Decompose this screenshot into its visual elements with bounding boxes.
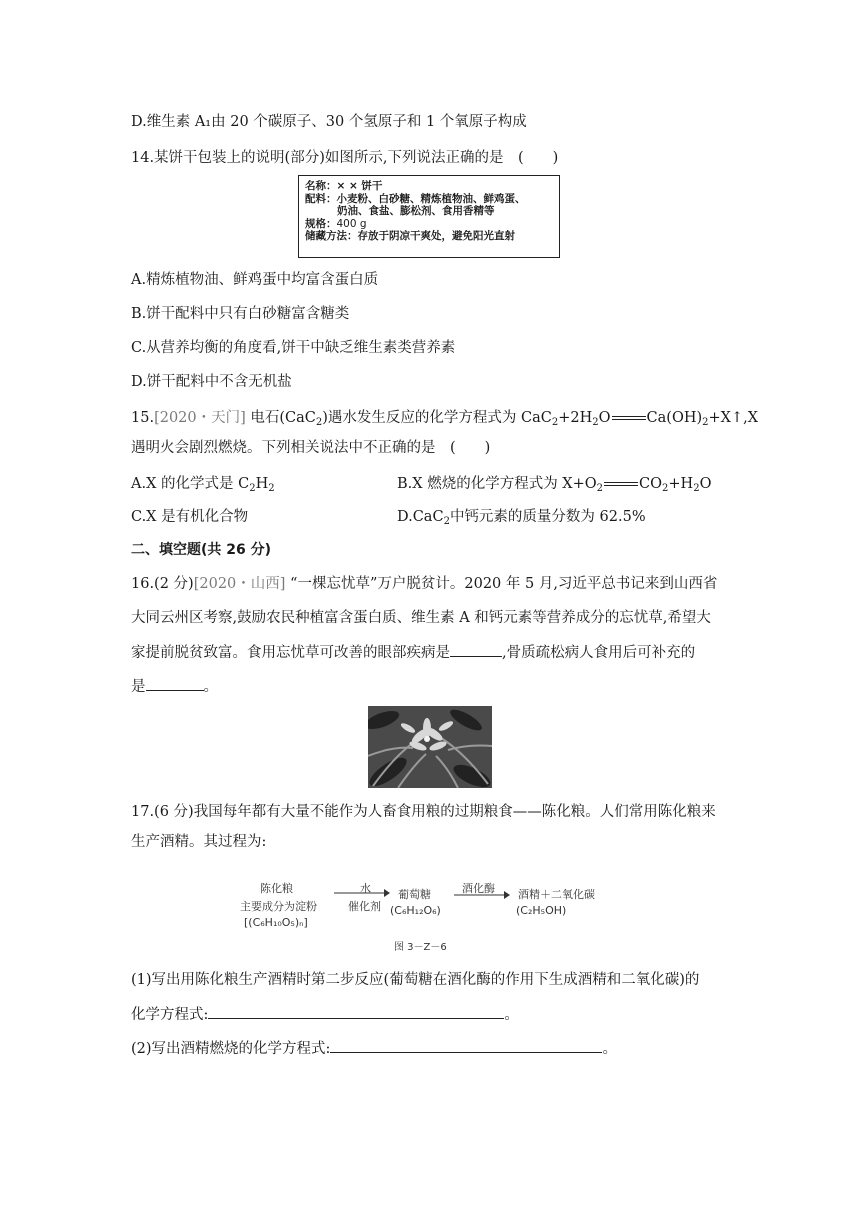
figure-caption: 图 3－Z－6 <box>394 942 447 953</box>
biscuit-label-box <box>298 175 560 258</box>
q16-line4-a: 是 <box>131 679 146 695</box>
label-name-key: 名称： <box>305 180 337 192</box>
sub-2: 2 <box>443 516 450 527</box>
label-spec-value: 400 g <box>336 217 367 230</box>
sub-2: 2 <box>268 483 275 494</box>
q17-sub1-end: 。 <box>504 1007 519 1023</box>
q15-stem-line1 <box>131 408 758 428</box>
blank-combustion-equation[interactable] <box>330 1038 602 1053</box>
q16-line3-a: 家提前脱贫致富。食用忘忧草可改善的眼部疾病是 <box>131 645 450 661</box>
q15-stem-e: Ca(OH) <box>646 410 703 426</box>
q15-option-b-mid: CO <box>639 476 663 492</box>
q17-line2: 生产酒精。其过程为: <box>131 834 267 850</box>
label-name-row <box>305 180 553 193</box>
q15-option-d-text: D.CaC <box>397 509 444 525</box>
label-ingredients-key: 配料： <box>305 192 337 205</box>
q16-line4-b: 。 <box>203 679 218 695</box>
q16-number: 16.(2 分) <box>131 576 194 592</box>
node-alcohol-formula: (C₂H₅OH) <box>516 904 567 917</box>
q17-sub2-label: (2)写出酒精燃烧的化学方程式: <box>131 1041 331 1057</box>
label-storage-row <box>305 230 553 243</box>
q17-sub1-line2 <box>131 1004 519 1025</box>
sub-2: 2 <box>592 417 599 428</box>
blank-glucose-equation[interactable] <box>208 1004 504 1019</box>
label-storage-key: 储藏方法： <box>305 230 358 242</box>
sub-2: 2 <box>662 483 669 494</box>
q15-stem-d: O <box>598 410 611 426</box>
q17-line1: 17.(6 分)我国每年都有大量不能作为人畜食用粮的过期粮食——陈化粮。人们常用陈化粮来 <box>131 804 716 820</box>
q15-option-b-text: B.X 燃烧的化学方程式为 X+O <box>397 476 597 492</box>
q15-option-d <box>397 507 646 527</box>
q15-option-a-tail: H <box>255 476 269 492</box>
q14-option-b: B.饼干配料中只有白砂糖富含糖类 <box>131 306 350 322</box>
node-stale-grain: 陈化粮 <box>260 882 293 895</box>
q16-line3-b: ,骨质疏松病人食用后可补充的 <box>502 645 696 661</box>
node-starch-formula: [(C₆H₁₀O₅)ₙ] <box>244 916 308 929</box>
sub-2: 2 <box>315 417 323 428</box>
sub-2: 2 <box>551 417 559 428</box>
q14-option-a: A.精炼植物油、鲜鸡蛋中均富含蛋白质 <box>131 272 379 288</box>
arrow1-icon <box>334 888 390 898</box>
q14-option-d: D.饼干配料中不含无机盐 <box>131 374 292 390</box>
sub-2: 2 <box>693 483 700 494</box>
label-spec-key: 规格： <box>305 217 337 230</box>
q15-option-c: C.X 是有机化合物 <box>131 509 249 525</box>
q16-line4 <box>131 676 218 697</box>
q16-line1 <box>131 574 717 594</box>
q15-stem-f: +X↑,X <box>708 410 759 426</box>
q15-option-a-text: A.X 的化学式是 C <box>131 476 250 492</box>
q16-source: [2020・山西] <box>193 576 286 592</box>
arrow2-top-label: 酒化酶 <box>462 882 495 895</box>
equals-sign <box>604 482 638 486</box>
equals-sign <box>612 416 646 420</box>
daylily-photo <box>368 706 492 788</box>
label-ingredients-row2 <box>305 205 553 218</box>
q17-sub1-label: 化学方程式: <box>131 1007 209 1023</box>
q17-sub2-end: 。 <box>602 1041 617 1057</box>
daylily-illustration <box>368 706 492 788</box>
label-name-value: × × 饼干 <box>336 180 383 192</box>
q17-sub2 <box>131 1038 617 1059</box>
label-ingredients-row <box>305 193 553 206</box>
arrow1-top-label: 水 <box>360 882 371 895</box>
blank-eye-disease[interactable] <box>450 642 502 657</box>
label-ingredients-line1: 小麦粉、白砂糖、精炼植物油、鲜鸡蛋、 <box>336 192 526 205</box>
blank-nutrient[interactable] <box>146 676 204 691</box>
q16-line2: 大同云州区考察,鼓励农民种植富含蛋白质、维生素 A 和钙元素等营养成分的忘忧草,希望大 <box>131 610 711 626</box>
q16-line1-text: “一棵忘忧草”万户脱贫计。2020 年 5 月,习近平总书记来到山西省 <box>285 576 718 592</box>
q15-option-d-tail: 中钙元素的质量分数为 62.5% <box>449 509 646 525</box>
sub-2: 2 <box>249 483 256 494</box>
node-glucose: 葡萄糖 <box>398 888 431 901</box>
q16-line3 <box>131 642 695 663</box>
q14-option-c: C.从营养均衡的角度看,饼干中缺乏维生素类营养素 <box>131 340 456 356</box>
q15-option-b-tail: +H <box>668 476 694 492</box>
q15-number: 15. <box>131 410 155 426</box>
q15-option-b-end: O <box>699 476 712 492</box>
node-alcohol-co2: 酒精＋二氧化碳 <box>518 888 595 901</box>
q15-stem-b: )遇水发生反应的化学方程式为 CaC <box>322 410 552 426</box>
q17-sub1-line1: (1)写出用陈化粮生产酒精时第二步反应(葡萄糖在酒化酶的作用下生成酒精和二氧化碳)的 <box>131 972 700 988</box>
q15-option-b <box>397 474 711 494</box>
q13-option-d: D.维生素 A₁由 20 个碳原子、30 个氢原子和 1 个氧原子构成 <box>131 114 527 130</box>
q15-stem-a: 电石(CaC <box>245 410 316 426</box>
node-stale-grain-desc: 主要成分为淀粉 <box>240 900 317 913</box>
arrow1-bottom-label: 催化剂 <box>348 900 381 913</box>
section-title: 二、填空题(共 26 分) <box>131 542 272 558</box>
label-storage-value: 存放于阴凉干爽处，避免阳光直射 <box>357 230 515 242</box>
q15-source: [2020・天门] <box>154 410 246 426</box>
q15-stem-c: +2H <box>558 410 593 426</box>
sub-2: 2 <box>596 483 604 494</box>
label-spec-row <box>305 218 553 231</box>
label-ingredients-line2: 奶油、食盐、膨松剂、食用香精等 <box>337 205 495 217</box>
sub-2: 2 <box>702 417 709 428</box>
q15-stem-line2: 遇明火会剧烈燃烧。下列相关说法中不正确的是 ( ) <box>131 440 491 456</box>
node-glucose-formula: (C₆H₁₂O₆) <box>390 904 441 917</box>
q15-option-a <box>131 474 275 494</box>
q14-stem: 14.某饼干包装上的说明(部分)如图所示,下列说法正确的是 ( ) <box>131 150 559 166</box>
arrow2-icon <box>454 890 510 900</box>
process-diagram <box>230 872 630 962</box>
